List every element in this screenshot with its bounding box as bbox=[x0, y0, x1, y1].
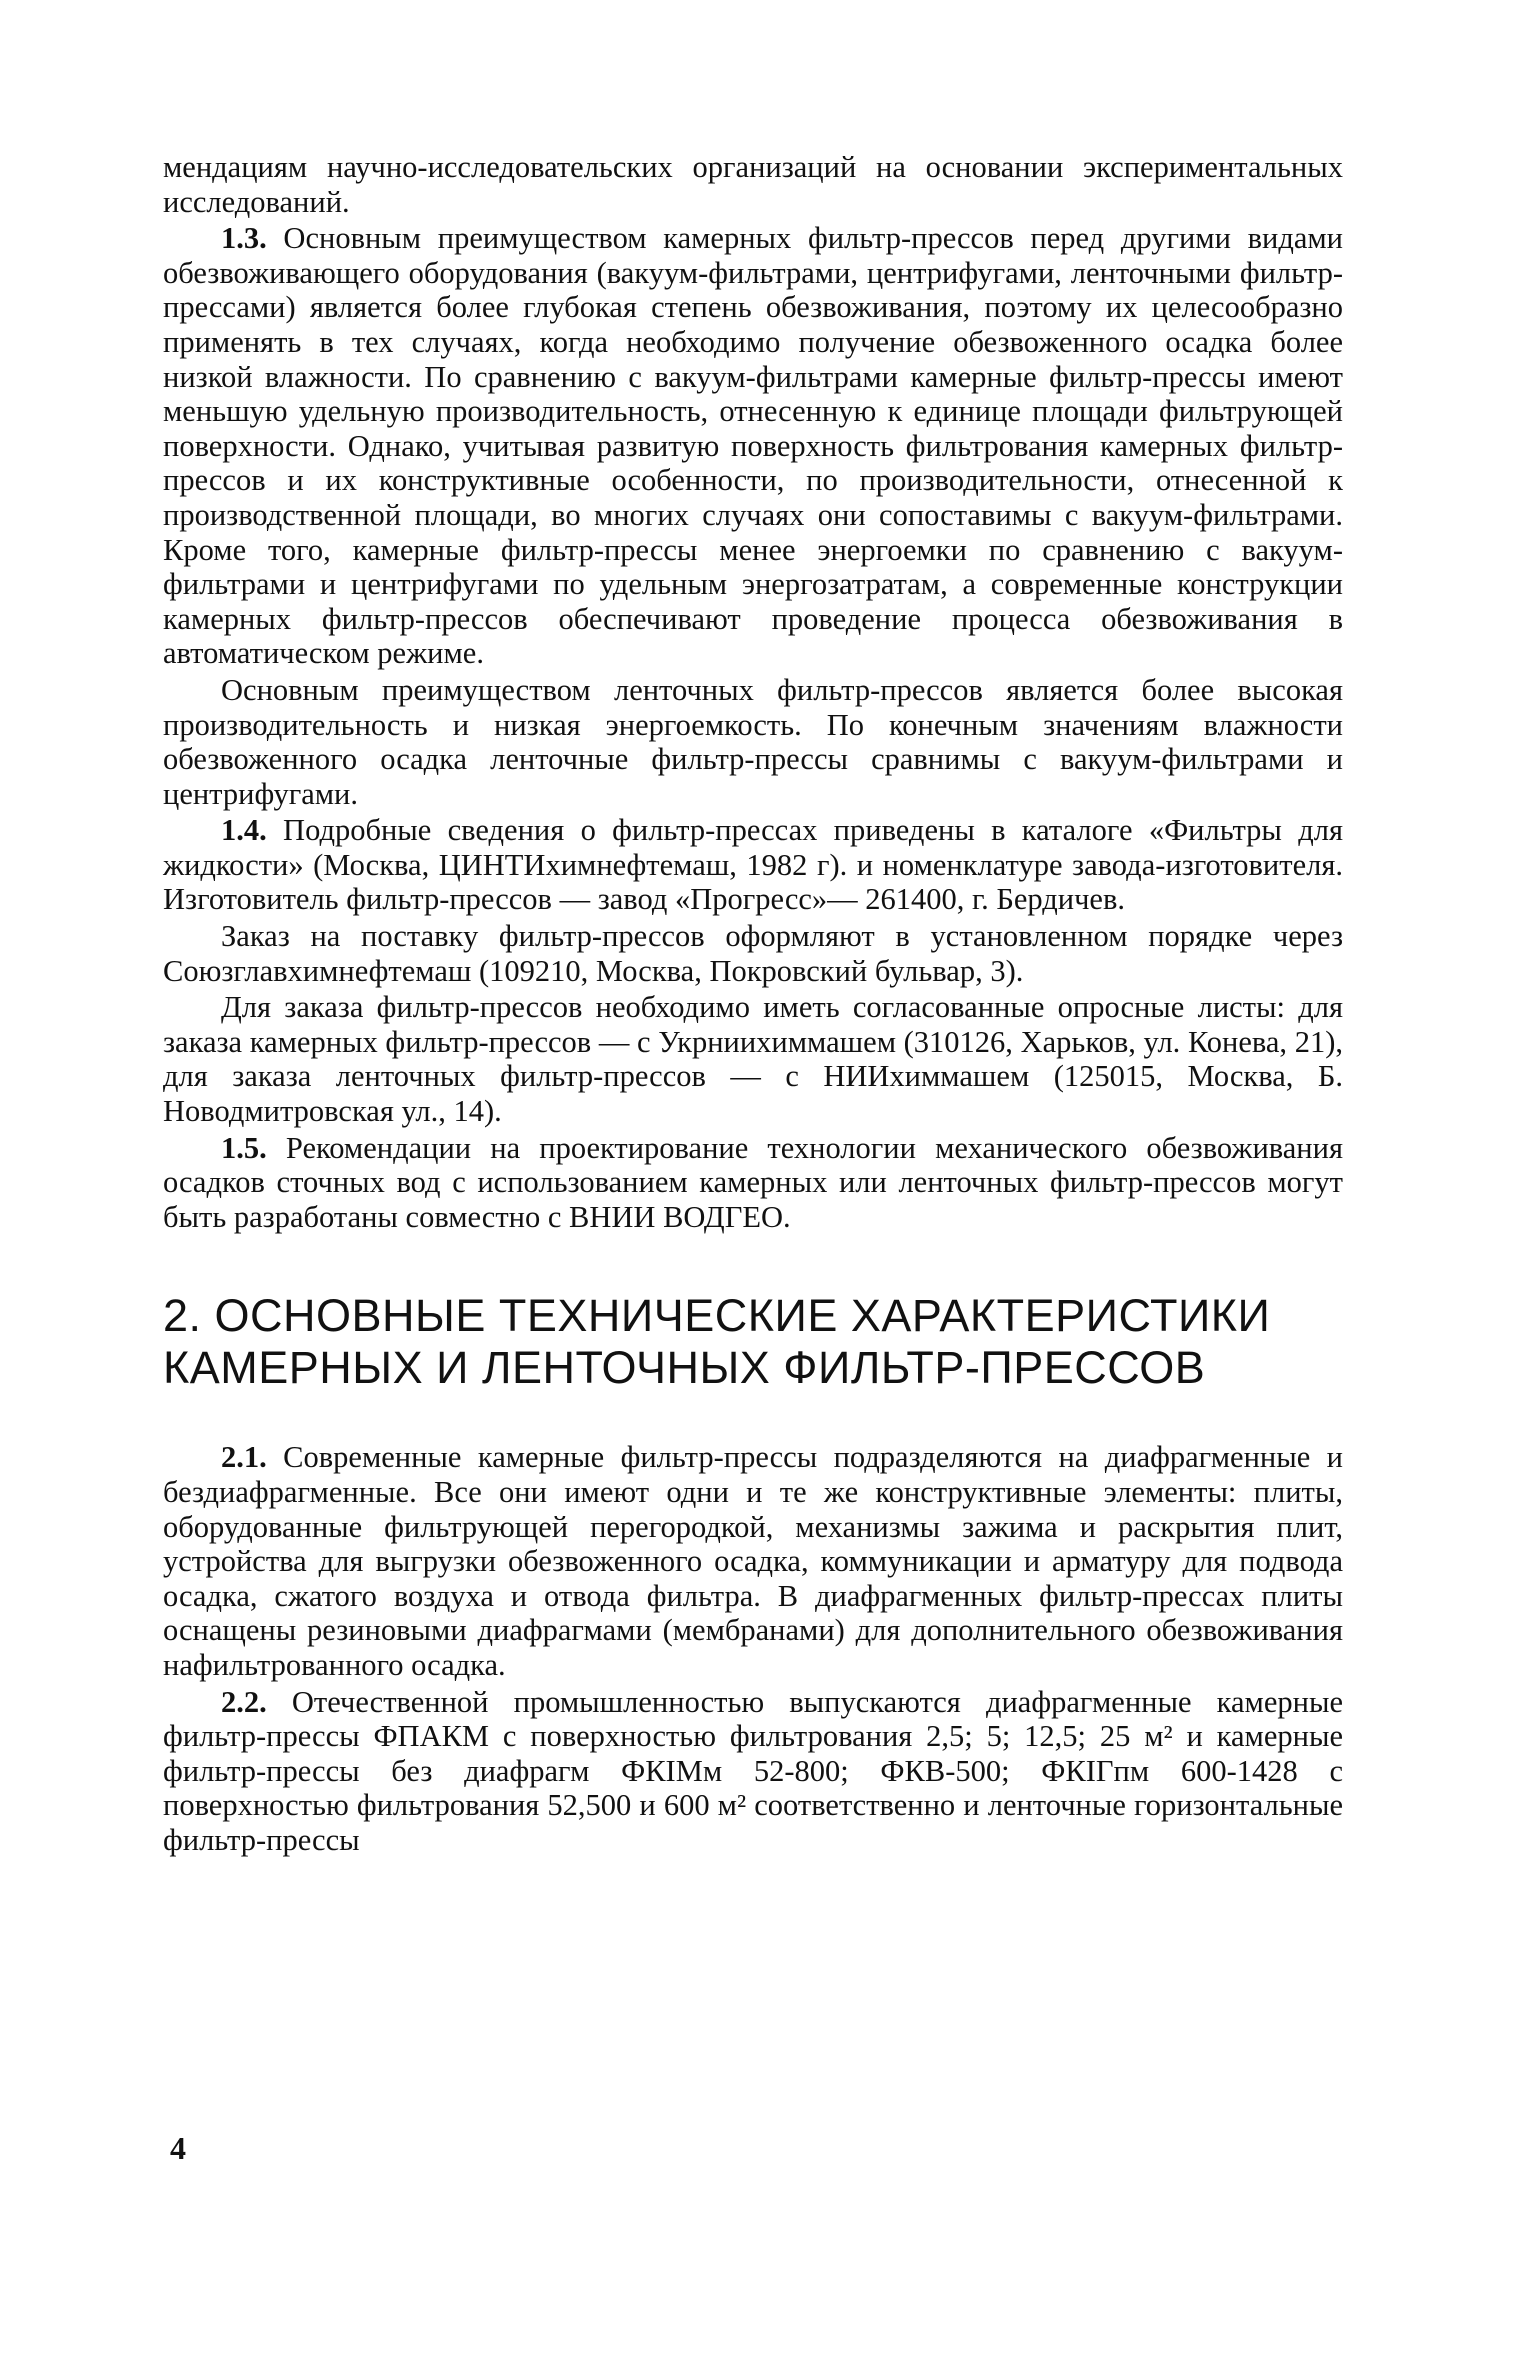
paragraph-text: Отечественной промышленностью выпускаются диафрагменные камерные фильтр-прессы ФПАКМ с поверхностью фильтрования 2,5; 5; 12,5; 25 м² и камерные фильтр-прессы без диафрагм ФКIМм 52-800; ФКВ-500; ФКIГпм 600-1428 с поверхностью фильтрования 52,500 и 600 м² соответственно и ленточные горизонтальные фильтр-прессы bbox=[163, 1684, 1343, 1857]
paragraph-1-3 bbox=[163, 221, 1343, 671]
paragraph-text: Заказ на поставку фильтр-прессов оформляют в установленном порядке через Союзглавхимнефтемаш (109210, Москва, Покровский бульвар, 3). bbox=[163, 919, 1343, 988]
clause-number: 1.5. bbox=[221, 1130, 267, 1165]
paragraph-questionnaires bbox=[163, 990, 1343, 1128]
page-body bbox=[163, 150, 1343, 1858]
paragraph-text: Основным преимуществом камерных фильтр-прессов перед другими видами обезвоживающего оборудования (вакуум-фильтрами, центрифугами, ленточными фильтр-прессами) является более глубокая степень обезвоживания, поэтому их целесообразно применять в тех случаях, когда необходимо получение обезвоженного осадка более низкой влажности. По сравнению с вакуум-фильтрами камерные фильтр-прессы имеют меньшую удельную производительность, отнесенную к единице площади фильтрующей поверхности. Однако, учитывая развитую поверхность фильтрования камерных фильтр-прессов и их конструктивные особенности, по производительности, отнесенной к производственной площади, во многих случаях они сопоставимы с вакуум-фильтрами. Кроме того, камерные фильтр-прессы менее энергоемки по сравнению с вакуум-фильтрами и центрифугами по удельным энергозатратам, а современные конструкции камерных фильтр-прессов обеспечивают проведение процесса обезвоживания в автоматическом режиме. bbox=[163, 221, 1343, 671]
paragraph-continuation bbox=[163, 150, 1343, 219]
paragraph-2-1 bbox=[163, 1440, 1343, 1682]
paragraph-text: Рекомендации на проектирование технологии механического обезвоживания осадков сточных вод с использованием камерных или ленточных фильтр-прессов могут быть разработаны совместно с ВНИИ ВОДГЕО. bbox=[163, 1130, 1343, 1234]
clause-number: 2.2. bbox=[221, 1684, 267, 1719]
paragraph-belt-press-advantage bbox=[163, 673, 1343, 811]
clause-number: 2.1. bbox=[221, 1440, 267, 1475]
paragraph-text: Подробные сведения о фильтр-прессах приведены в каталоге «Фильтры для жидкости» (Москва, ЦИНТИхимнефтемаш, 1982 г). и номенклатуре завода-изготовителя. Изготовитель фильтр-прессов — завод «Прогресс»— 261400, г. Бердичев. bbox=[163, 813, 1343, 917]
paragraph-text: мендациям научно-исследовательских организаций на основании экспериментальных исследований. bbox=[163, 150, 1343, 219]
paragraph-text: Основным преимуществом ленточных фильтр-прессов является более высокая производительность и низкая энергоемкость. По конечным значениям влажности обезвоженного осадка ленточные фильтр-прессы сравнимы с вакуум-фильтрами и центрифугами. bbox=[163, 672, 1343, 811]
paragraph-1-5 bbox=[163, 1131, 1343, 1235]
page-number: 4 bbox=[170, 2130, 186, 2166]
paragraph-1-4 bbox=[163, 813, 1343, 917]
clause-number: 1.4. bbox=[221, 813, 267, 848]
paragraph-text: Для заказа фильтр-прессов необходимо иметь согласованные опросные листы: для заказа камерных фильтр-прессов — с Укрниихиммашем (310126, Харьков, ул. Конева, 21), для заказа ленточных фильтр-прессов — с НИИхиммашем (125015, Москва, Б. Новодмитровская ул., 14). bbox=[163, 990, 1343, 1129]
paragraph-2-2 bbox=[163, 1685, 1343, 1858]
clause-number: 1.3. bbox=[221, 221, 267, 256]
paragraph-text: Современные камерные фильтр-прессы подразделяются на диафрагменные и бездиафрагменные. Все они имеют одни и те же конструктивные элементы: плиты, оборудованные фильтрующей перегородкой, механизмы зажима и раскрытия плит, устройства для выгрузки обезвоженного осадка, коммуникации и арматуру для подвода осадка, сжатого воздуха и отвода фильтра. В диафрагменных фильтр-прессах плиты оснащены резиновыми диафрагмами (мембранами) для дополнительного обезвоживания нафильтрованного осадка. bbox=[163, 1440, 1343, 1682]
paragraph-ordering bbox=[163, 919, 1343, 988]
section-heading: 2. ОСНОВНЫЕ ТЕХНИЧЕСКИЕ ХАРАКТЕРИСТИКИ КАМЕРНЫХ И ЛЕНТОЧНЫХ ФИЛЬТР-ПРЕССОВ bbox=[163, 1290, 1271, 1394]
